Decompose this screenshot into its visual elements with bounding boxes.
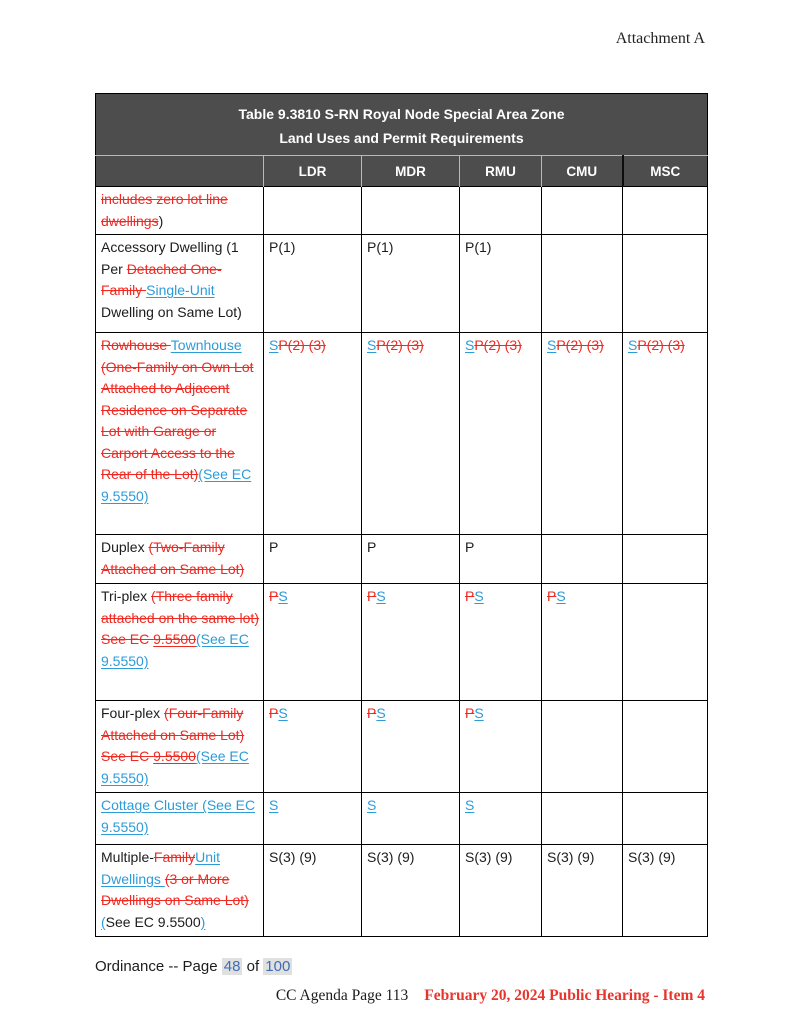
page-number-field: 48 bbox=[223, 958, 241, 975]
inserted-text: (See EC 9.5550) bbox=[101, 631, 249, 669]
permit-cell-msc bbox=[623, 584, 708, 701]
permit-cell-mdr bbox=[362, 535, 460, 584]
deleted-text: P bbox=[269, 588, 279, 604]
normal-text: P bbox=[367, 539, 377, 555]
deleted-text: P(2) (3) bbox=[278, 337, 326, 353]
permit-cell-cmu bbox=[542, 793, 623, 845]
deleted-text: P bbox=[269, 705, 279, 721]
hearing-date-label: February 20, 2024 Public Hearing - Item 4 bbox=[424, 987, 705, 1004]
use-label-cell bbox=[96, 187, 264, 235]
inserted-text: Single-Unit bbox=[146, 282, 215, 298]
table-title-line1: Table 9.3810 S-RN Royal Node Special Area Zone bbox=[238, 105, 565, 122]
permit-cell-rmu bbox=[460, 235, 542, 333]
normal-text: Tri-plex bbox=[101, 588, 152, 604]
deleted-text: (One-Family on Own Lot Attached to Adjacent Residence on Separate Lot with Garage or Carport Access to the Rear of the Lot) bbox=[101, 358, 254, 482]
deleted-text: (Two-Family Attached on Same Lot) bbox=[101, 539, 245, 577]
inserted-text: S bbox=[474, 588, 484, 604]
use-label-cell bbox=[96, 584, 264, 701]
permit-cell-ldr bbox=[264, 535, 362, 584]
inserted-text: Cottage Cluster (See EC 9.5550) bbox=[101, 797, 256, 835]
table-row bbox=[96, 793, 708, 845]
permit-cell-rmu bbox=[460, 584, 542, 701]
use-label-cell bbox=[96, 845, 264, 937]
permit-cell-mdr bbox=[362, 584, 460, 701]
table-header bbox=[96, 94, 708, 187]
inserted-text: S bbox=[269, 797, 279, 813]
deleted-text: P bbox=[465, 705, 475, 721]
inserted-text: S bbox=[465, 797, 475, 813]
deleted-text: P bbox=[547, 588, 557, 604]
deleted-text: P bbox=[465, 588, 475, 604]
permit-cell-cmu bbox=[542, 535, 623, 584]
permit-cell-mdr bbox=[362, 701, 460, 793]
permit-cell-cmu bbox=[542, 333, 623, 535]
table-row bbox=[96, 701, 708, 793]
permit-cell-rmu bbox=[460, 333, 542, 535]
inserted-text: S bbox=[376, 705, 386, 721]
table-body bbox=[96, 187, 708, 937]
permit-cell-cmu bbox=[542, 187, 623, 235]
inserted-text: ( bbox=[101, 913, 106, 930]
inserted-text: S bbox=[465, 337, 475, 353]
normal-text: Accessory Dwelling (1 Per bbox=[101, 239, 239, 277]
table-row bbox=[96, 235, 708, 333]
normal-text: S(3) (9) bbox=[269, 849, 317, 865]
deleted-text: P(2) (3) bbox=[474, 337, 522, 353]
column-header-row bbox=[96, 156, 708, 187]
normal-text: See EC 9.5500 bbox=[105, 913, 201, 930]
deleted-text: Family bbox=[153, 849, 196, 865]
permit-cell-ldr bbox=[264, 793, 362, 845]
permit-cell-msc bbox=[623, 187, 708, 235]
inserted-text: S bbox=[547, 337, 557, 353]
permit-cell-msc bbox=[623, 701, 708, 793]
permit-cell-mdr bbox=[362, 235, 460, 333]
permit-cell-msc bbox=[623, 235, 708, 333]
ordinance-prefix: Ordinance -- Page bbox=[95, 958, 218, 975]
permit-cell-msc bbox=[623, 845, 708, 937]
normal-text: Duplex bbox=[101, 539, 149, 555]
permit-cell-ldr bbox=[264, 845, 362, 937]
normal-text: P bbox=[269, 539, 279, 555]
use-label-cell bbox=[96, 333, 264, 535]
inserted-text: (See EC 9.5550) bbox=[101, 466, 252, 504]
inserted-text: Townhouse bbox=[170, 337, 242, 353]
permit-cell-ldr bbox=[264, 235, 362, 333]
column-header-mdr: MDR bbox=[362, 156, 460, 187]
permit-cell-rmu bbox=[460, 187, 542, 235]
table-row bbox=[96, 584, 708, 701]
normal-text: ) bbox=[158, 212, 164, 229]
deleted-text: P bbox=[367, 705, 377, 721]
table-row bbox=[96, 845, 708, 937]
inserted-text: S bbox=[628, 337, 638, 353]
normal-text: S(3) (9) bbox=[465, 849, 513, 865]
permit-cell-rmu bbox=[460, 535, 542, 584]
inserted-text: ) bbox=[200, 913, 206, 930]
normal-text: S(3) (9) bbox=[628, 849, 676, 865]
permit-cell-cmu bbox=[542, 845, 623, 937]
of-label: of bbox=[246, 958, 260, 975]
column-header-rmu: RMU bbox=[460, 156, 542, 187]
use-label-cell bbox=[96, 701, 264, 793]
normal-text: Dwelling on Same Lot) bbox=[101, 303, 242, 320]
permit-cell-mdr bbox=[362, 793, 460, 845]
deleted-text: (Three family attached on the same lot) See EC bbox=[101, 588, 259, 647]
agenda-footer bbox=[276, 987, 705, 1005]
permit-cell-cmu bbox=[542, 235, 623, 333]
deleted-text: P(2) (3) bbox=[376, 337, 424, 353]
deleted-text: P(2) (3) bbox=[637, 337, 685, 353]
permit-cell-ldr bbox=[264, 187, 362, 235]
permit-cell-msc bbox=[623, 535, 708, 584]
use-label-cell bbox=[96, 235, 264, 333]
inserted-text: S bbox=[278, 588, 288, 604]
deleted-text: includes zero lot line dwellings bbox=[101, 191, 228, 229]
use-label-cell bbox=[96, 535, 264, 584]
table-title-line2: Land Uses and Permit Requirements bbox=[279, 129, 524, 146]
permit-cell-rmu bbox=[460, 793, 542, 845]
deleted-underlined-text: 9.5500 bbox=[153, 748, 196, 764]
ordinance-page-footer bbox=[95, 958, 292, 975]
table-row bbox=[96, 333, 708, 535]
column-header-ldr: LDR bbox=[264, 156, 362, 187]
deleted-text: P(2) (3) bbox=[556, 337, 604, 353]
inserted-text: S bbox=[367, 797, 377, 813]
permit-cell-ldr bbox=[264, 701, 362, 793]
column-header-msc: MSC bbox=[623, 156, 708, 187]
normal-text: Multiple- bbox=[101, 849, 154, 865]
permit-cell-ldr bbox=[264, 333, 362, 535]
use-label-cell bbox=[96, 793, 264, 845]
deleted-text: Detached One-Family bbox=[101, 260, 222, 298]
deleted-text: (Four-Family Attached on Same Lot) See EC bbox=[101, 705, 245, 764]
table-title-row bbox=[96, 94, 708, 156]
normal-text: S(3) (9) bbox=[547, 849, 595, 865]
inserted-text: S bbox=[367, 337, 377, 353]
inserted-text: S bbox=[474, 705, 484, 721]
inserted-text: S bbox=[269, 337, 279, 353]
permit-cell-cmu bbox=[542, 701, 623, 793]
permit-cell-ldr bbox=[264, 584, 362, 701]
inserted-text: (See EC 9.5550) bbox=[101, 748, 249, 786]
column-header-cmu: CMU bbox=[542, 156, 623, 187]
corner-cell bbox=[96, 156, 264, 187]
deleted-text: Rowhouse bbox=[101, 337, 171, 353]
inserted-text: Unit Dwellings bbox=[101, 849, 221, 887]
inserted-text: S bbox=[556, 588, 566, 604]
permit-cell-cmu bbox=[542, 584, 623, 701]
normal-text: S(3) (9) bbox=[367, 849, 415, 865]
inserted-text: S bbox=[278, 705, 288, 721]
permit-cell-msc bbox=[623, 793, 708, 845]
permit-cell-mdr bbox=[362, 845, 460, 937]
table-row bbox=[96, 187, 708, 235]
total-pages-field: 100 bbox=[265, 958, 291, 975]
normal-text: P(1) bbox=[269, 239, 296, 255]
inserted-text: S bbox=[376, 588, 386, 604]
permit-cell-msc bbox=[623, 333, 708, 535]
land-use-permit-table bbox=[95, 93, 708, 937]
table-row bbox=[96, 535, 708, 584]
deleted-underlined-text: 9.5500 bbox=[153, 631, 196, 647]
agenda-page-label: CC Agenda Page 113 bbox=[275, 987, 409, 1004]
deleted-text: (3 or More Dwellings on Same Lot) bbox=[101, 870, 249, 908]
deleted-text: P bbox=[367, 588, 377, 604]
normal-text: P bbox=[465, 539, 475, 555]
normal-text: P(1) bbox=[465, 239, 492, 255]
permit-cell-rmu bbox=[460, 701, 542, 793]
permit-cell-mdr bbox=[362, 187, 460, 235]
normal-text: Four-plex bbox=[101, 705, 165, 721]
permit-cell-mdr bbox=[362, 333, 460, 535]
permit-cell-rmu bbox=[460, 845, 542, 937]
attachment-label: Attachment A bbox=[615, 30, 705, 47]
normal-text: P(1) bbox=[367, 239, 394, 255]
table-title-cell bbox=[96, 94, 708, 156]
